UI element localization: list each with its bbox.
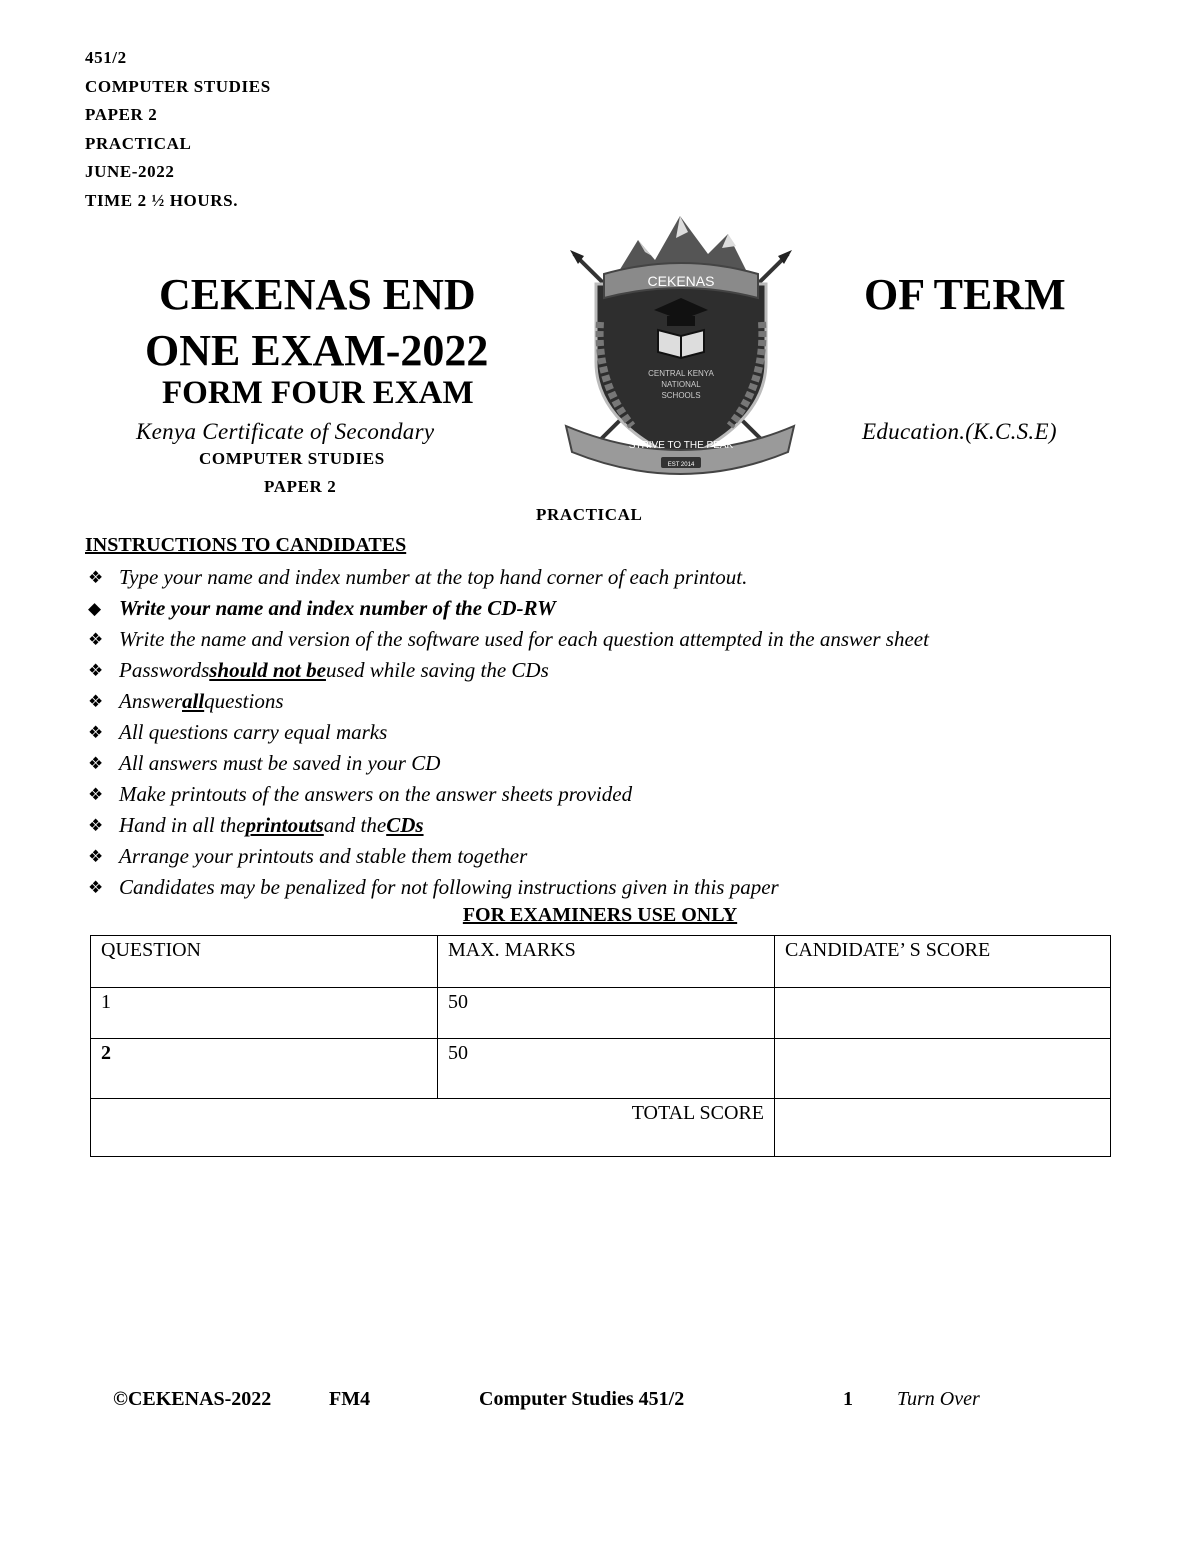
paper-line: PAPER 2 bbox=[85, 105, 158, 125]
kcse-right: Education.(K.C.S.E) bbox=[862, 419, 1057, 444]
header-candidate-score: CANDIDATE’ S SCORE bbox=[775, 936, 1111, 988]
crest-banner-text: CEKENAS bbox=[647, 273, 715, 289]
star-bullet-icon: ❖ bbox=[88, 723, 104, 742]
list-item: ❖ Write the name and version of the software used for each question attempted in the answer sheet bbox=[88, 624, 1138, 655]
question-number: 2 bbox=[91, 1039, 438, 1099]
total-score-value[interactable] bbox=[775, 1099, 1111, 1157]
title-line2: ONE EXAM-2022 bbox=[145, 326, 489, 375]
header-max-marks: MAX. MARKS bbox=[438, 936, 775, 988]
subject-title: COMPUTER STUDIES bbox=[199, 449, 385, 468]
examiners-title: FOR EXAMINERS USE ONLY bbox=[462, 904, 738, 926]
time-line: TIME 2 ½ HOURS. bbox=[85, 190, 239, 210]
paper-header bbox=[85, 44, 271, 216]
list-item: ❖ Answer all questions bbox=[88, 686, 1138, 717]
max-marks: 50 bbox=[438, 988, 775, 1039]
star-bullet-icon: ❖ bbox=[88, 754, 104, 773]
marks-table bbox=[90, 935, 1111, 1157]
question-number: 1 bbox=[91, 988, 438, 1039]
table-row bbox=[91, 1039, 1111, 1099]
star-bullet-icon: ❖ bbox=[88, 692, 104, 711]
svg-text:CENTRAL KENYA: CENTRAL KENYA bbox=[648, 369, 714, 378]
footer-form: FM4 bbox=[329, 1388, 371, 1410]
star-bullet-icon: ❖ bbox=[88, 568, 104, 587]
title-line3: FORM FOUR EXAM bbox=[162, 375, 474, 411]
instructions-list bbox=[88, 562, 1138, 903]
instructions-title: INSTRUCTIONS TO CANDIDATES bbox=[85, 534, 407, 556]
star-bullet-icon: ❖ bbox=[88, 785, 104, 804]
footer-copyright: ©CEKENAS-2022 bbox=[113, 1388, 272, 1410]
list-item: ❖ Type your name and index number at the top hand corner of each printout. bbox=[88, 562, 1138, 593]
total-row bbox=[91, 1099, 1111, 1157]
paper-code: 451/2 bbox=[85, 48, 127, 67]
header-question: QUESTION bbox=[91, 936, 438, 988]
title-line1-right: OF TERM bbox=[864, 270, 1066, 319]
svg-text:SCHOOLS: SCHOOLS bbox=[661, 391, 701, 400]
total-score-label: TOTAL SCORE bbox=[91, 1099, 775, 1157]
svg-text:STRIVE TO THE PEAK: STRIVE TO THE PEAK bbox=[628, 440, 734, 451]
list-item: ❖ Passwords should not be used while saving the CDs bbox=[88, 655, 1138, 686]
star-bullet-icon: ❖ bbox=[88, 816, 104, 835]
kcse-left: Kenya Certificate of Secondary bbox=[136, 419, 435, 444]
turn-over: Turn Over bbox=[897, 1388, 980, 1410]
table-header-row bbox=[91, 936, 1111, 988]
page-number: 1 bbox=[843, 1388, 853, 1410]
title-line1-left: CEKENAS END bbox=[159, 270, 476, 319]
star-bullet-icon: ❖ bbox=[88, 630, 104, 649]
star-bullet-icon: ❖ bbox=[88, 847, 104, 866]
star-bullet-icon: ❖ bbox=[88, 878, 104, 897]
school-crest-logo bbox=[560, 212, 800, 484]
candidate-score[interactable] bbox=[775, 988, 1111, 1039]
subject-line: COMPUTER STUDIES bbox=[85, 76, 271, 96]
practical-line: PRACTICAL bbox=[85, 133, 192, 153]
list-item: ❖ All questions carry equal marks bbox=[88, 717, 1138, 748]
list-item: ❖ Candidates may be penalized for not following instructions given in this paper bbox=[88, 872, 1138, 903]
footer-subject: Computer Studies 451/2 bbox=[479, 1388, 685, 1410]
copyright-icon: © bbox=[113, 1388, 128, 1410]
star-bullet-icon: ❖ bbox=[88, 661, 104, 680]
diamond-bullet-icon: ◆ bbox=[88, 599, 102, 618]
practical-title: PRACTICAL bbox=[536, 505, 643, 524]
list-item: ❖ Make printouts of the answers on the answer sheets provided bbox=[88, 779, 1138, 810]
list-item: ❖ Arrange your printouts and stable them together bbox=[88, 841, 1138, 872]
list-item: ◆ Write your name and index number of the CD-RW bbox=[88, 593, 1138, 624]
paper-title: PAPER 2 bbox=[264, 477, 337, 496]
max-marks: 50 bbox=[438, 1039, 775, 1099]
table-row bbox=[91, 988, 1111, 1039]
candidate-score[interactable] bbox=[775, 1039, 1111, 1099]
list-item: ❖ Hand in all the printouts and the CDs bbox=[88, 810, 1138, 841]
svg-text:NATIONAL: NATIONAL bbox=[661, 380, 701, 389]
svg-text:EST 2014: EST 2014 bbox=[667, 462, 695, 468]
list-item: ❖ All answers must be saved in your CD bbox=[88, 748, 1138, 779]
date-line: JUNE-2022 bbox=[85, 162, 175, 182]
